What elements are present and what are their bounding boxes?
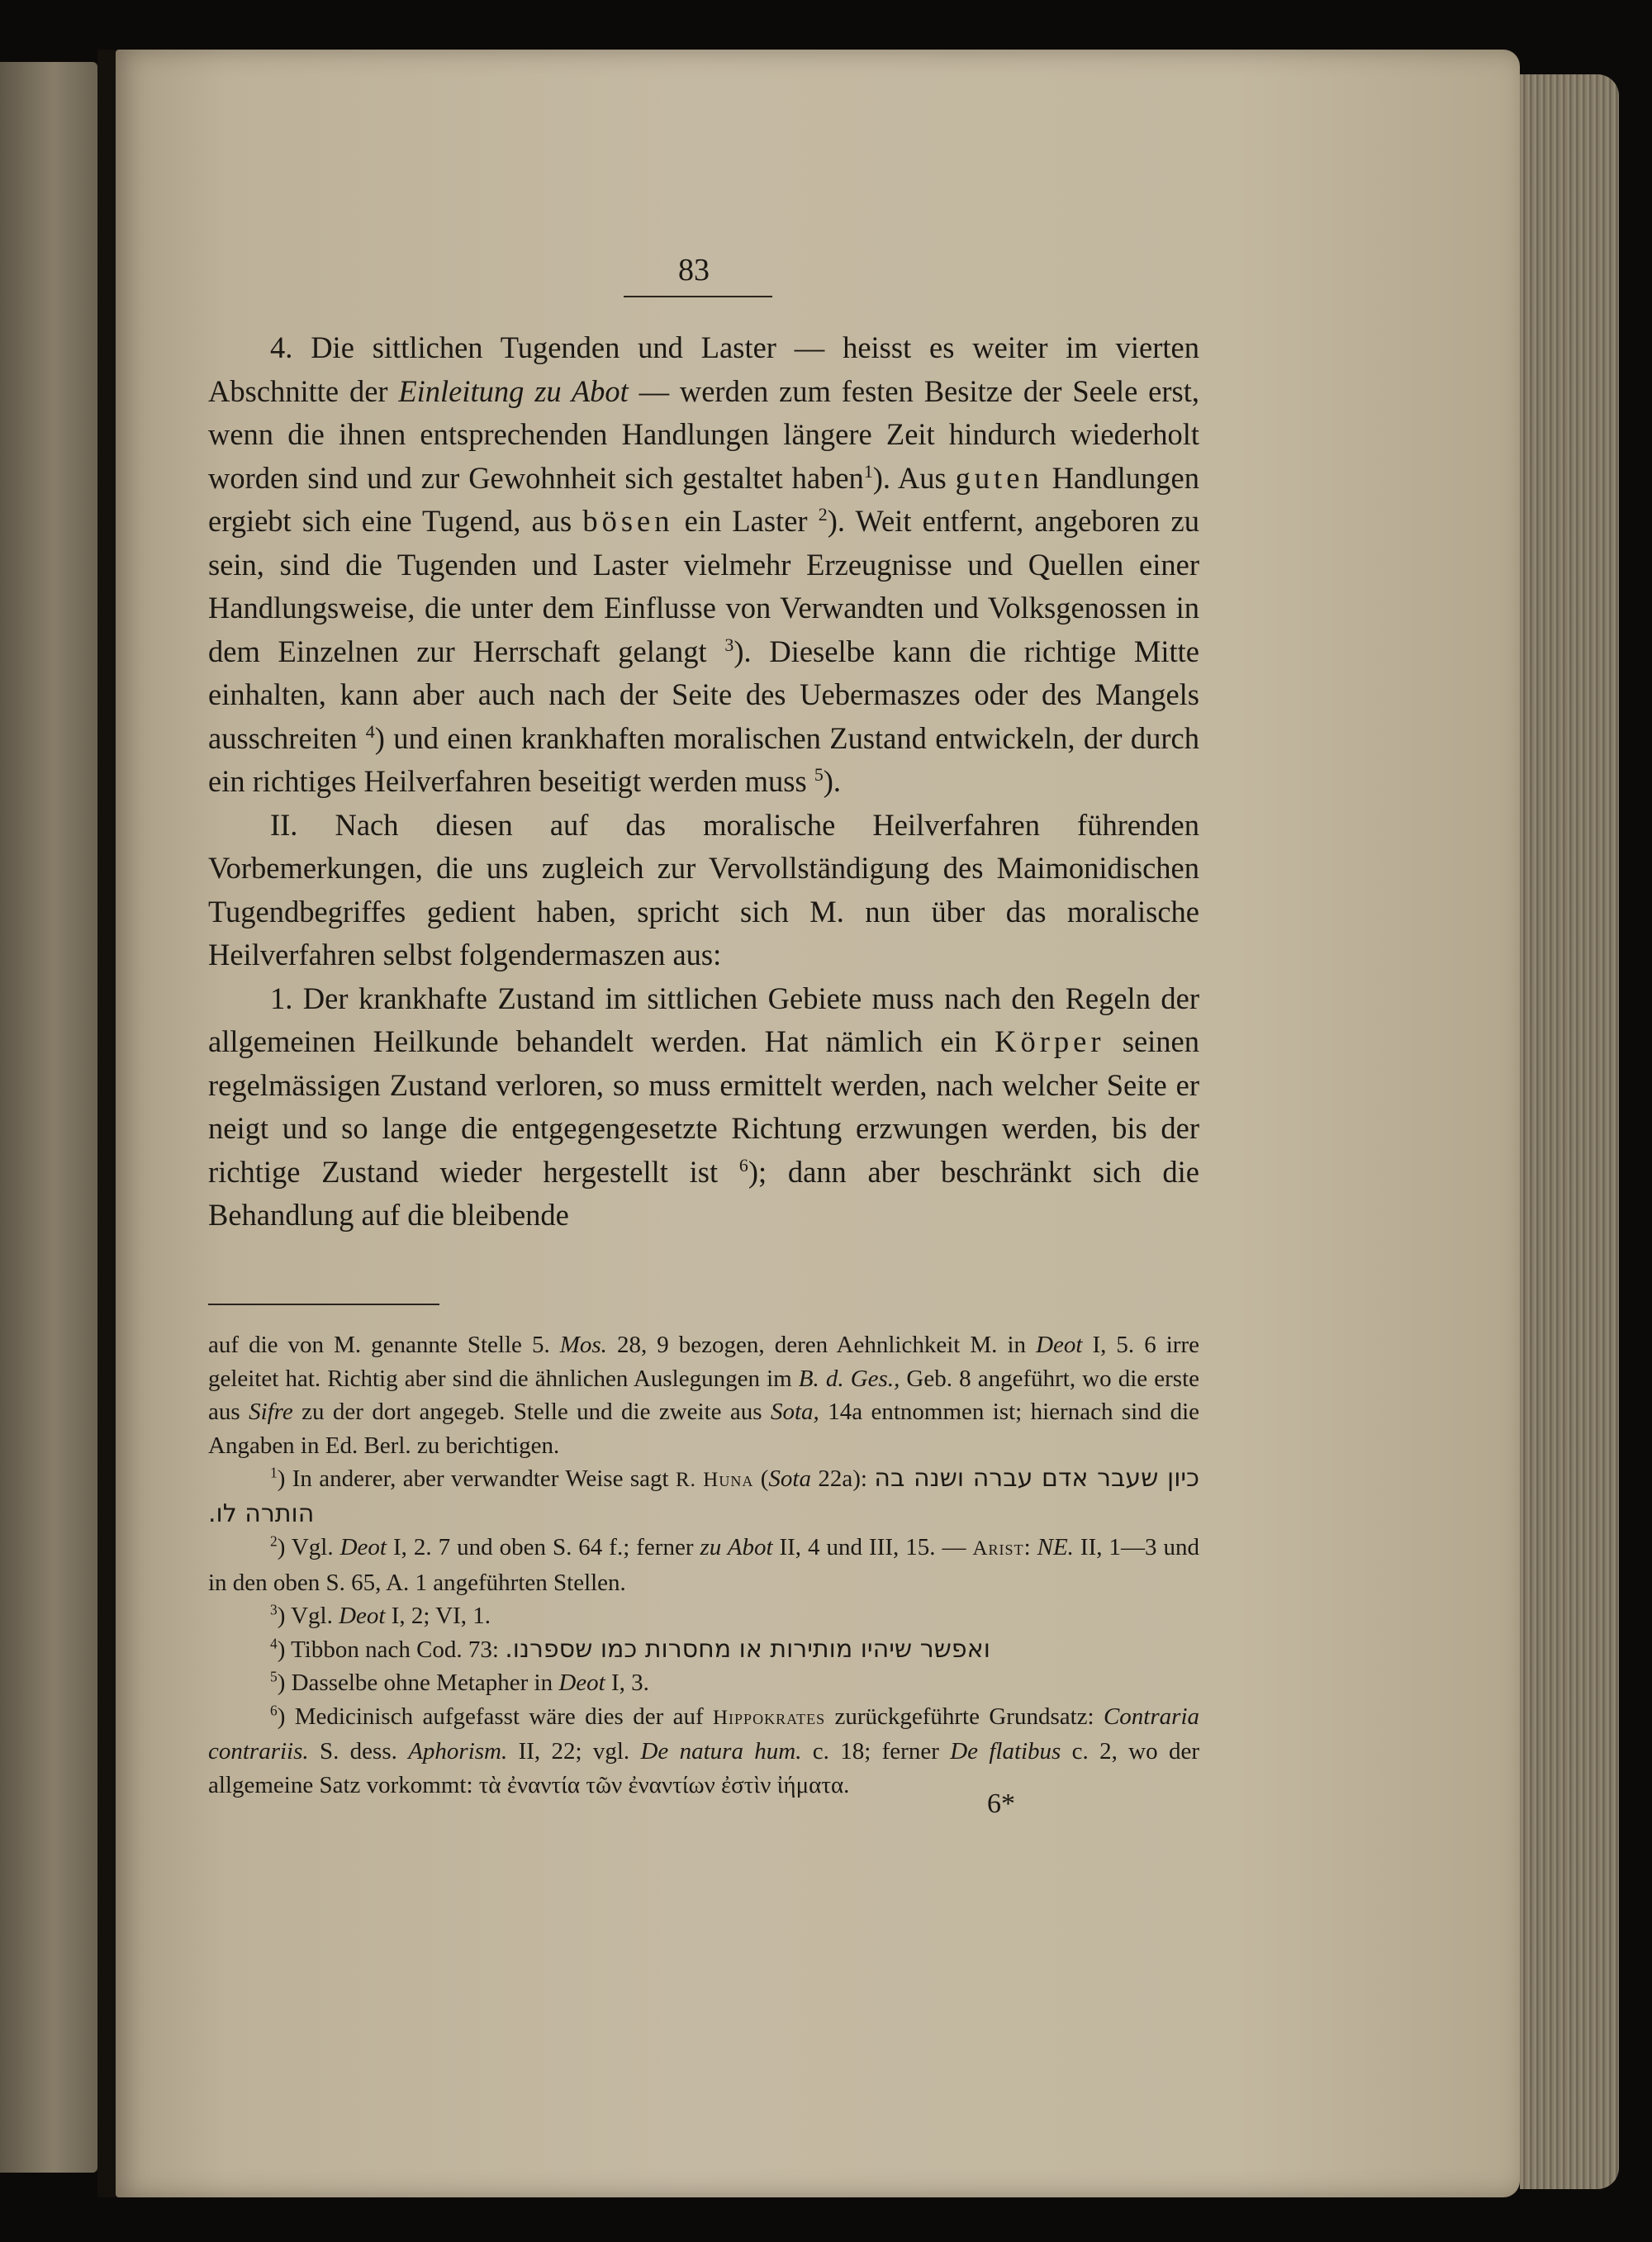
footnote-3: $^3$) Vgl. Deot I, 2; VI, 1. [270, 1601, 491, 1629]
spaced-word-koerper: Körper [995, 1024, 1105, 1058]
spaced-word-guten: guten [955, 460, 1043, 495]
signature-mark: 6* [987, 1788, 1015, 1819]
footnote-rule [208, 1304, 439, 1305]
footnote-ref-3: 3 [724, 634, 734, 655]
footnote-ref-6: 6 [738, 1154, 748, 1176]
hebrew-quote-1: כיון שעבר אדם עברה ושנה בה הותרה לו. [208, 1464, 1199, 1528]
page-number: 83 [678, 253, 710, 287]
footnote-ref-2: 2 [818, 503, 828, 525]
greek-quote: τὰ ἐναντία τῶν ἐναντίων ἐστὶν ἰήματα. [478, 1771, 850, 1798]
left-page-edge [0, 62, 97, 2173]
title-einleitung-zu-abot: Einleitung zu Abot [398, 373, 629, 408]
spaced-word-boesen: bösen [582, 504, 674, 538]
footnote-ref-5: 5 [814, 763, 824, 785]
footnote-6: $^6$) Medicinisch aufgefasst wäre dies der auf Hippokrates zurückgeführte Grundsatz: Contraria contrariis. S. dess. Aphorism. II, 22; vgl. De natura hum. c. 18; ferner De flatibus c. 2, wo der allgemeine Satz vorkommt: τὰ ἐναντία τῶν ἐναντίων ἐστὶν ἰήματα. [208, 1702, 1199, 1798]
footnotes [208, 1328, 1199, 1802]
paragraph-1: 4. Die sittlichen Tugenden und Laster — heisst es weiter im vierten Abschnitte der Einleitung zu Abot — werden zum festen Besitze der Seele erst, wenn die ihnen entsprechenden Handlungen längere Zeit hindurch wiederholt worden sind und zur Gewohnheit sich gestaltet haben$^1$). Aus guten Handlungen ergiebt sich eine Tugend, aus bösen ein Laster $^2$). Weit entfernt, angeboren zu sein, sind die Tugenden und Laster vielmehr Erzeugnisse und Quellen einer Handlungsweise, die unter dem Einflusse von Verwandten und Volksgenossen in dem Einzelnen zur Herrschaft gelangt $^3$). Dieselbe kann die richtige Mitte einhalten, kann aber auch nach der Seite des Uebermaszes oder des Mangels ausschreiten $^4$) und einen krankhaften moralischen Zustand entwickeln, der durch ein richtiges Heilverfahren beseitigt werden muss $^5$). [208, 330, 1200, 798]
footnote-4: $^4$) Tibbon nach Cod. 73: ואפשר שיהיו מותירות או מחסרות כמו שספרנו. [270, 1634, 990, 1664]
footnote-ref-1: 1 [863, 460, 873, 482]
footnote-2: $^2$) Vgl. Deot I, 2. 7 und oben S. 64 f.; ferner zu Abot II, 4 und III, 15. — Arist: NE. II, 1—3 und in den oben S. 65, A. 1 angeführten Stellen. [208, 1532, 1199, 1596]
footnote-continuation: auf die von M. genannte Stelle 5. Mos. 28, 9 bezogen, deren Aehnlichkeit M. in Deot I, 5. 6 irre geleitet hat. Richtig aber sind die ähnlichen Auslegungen im B. d. Ges., Geb. 8 angeführt, wo die erste aus Sifre zu der dort angegeb. Stelle und die zweite aus Sota, 14a entnommen ist; hiernach sind die Angaben in Ed. Berl. zu berichtigen. [208, 1332, 1200, 1459]
paragraph-3: 1. Der krankhafte Zustand im sittlichen Gebiete muss nach den Regeln der allgemeinen Heilkunde behandelt werden. Hat nämlich ein Körper seinen regelmässigen Zustand verloren, so muss ermittelt werden, nach welcher Seite er neigt und so lange die entgegengesetzte Richtung erzwungen werden, bis der richtige Zustand wieder hergestellt ist $^6$); dann aber beschränkt sich die Behandlung auf die bleibende [208, 981, 1200, 1232]
page-stack-edge [1520, 74, 1619, 2189]
footnote-1: $^1$) In anderer, aber verwandter Weise sagt R. Huna (Sota 22a): כיון שעבר אדם עברה ושנה בה הותרה לו. [208, 1464, 1199, 1528]
hebrew-quote-4: ואפשר שיהיו מותירות או מחסרות כמו שספרנו. [505, 1634, 990, 1664]
main-text [208, 326, 1199, 1237]
book-gutter [97, 50, 116, 2197]
footnote-5: $^5$) Dasselbe ohne Metapher in Deot I, 3. [270, 1668, 649, 1696]
paragraph-2: II. Nach diesen auf das moralische Heilverfahren führenden Vorbemerkungen, die uns zugleich zur Vervollständigung des Maimonidischen Tugendbegriffes gedient haben, spricht sich M. nun über das moralische Heilverfahren selbst folgendermaszen aus: [208, 807, 1199, 971]
footnote-ref-4: 4 [365, 720, 375, 742]
page-number-rule [624, 296, 772, 297]
